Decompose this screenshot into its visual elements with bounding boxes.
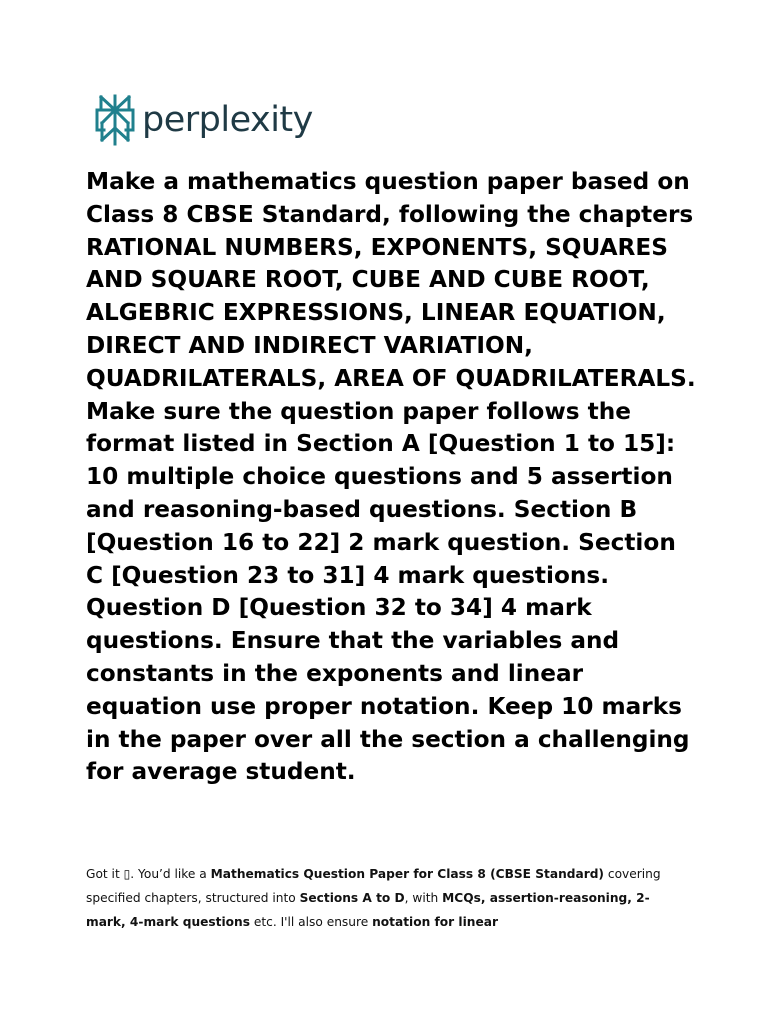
assistant-answer (86, 862, 676, 934)
answer-text-segment: covering specified chapters, structured into (86, 867, 661, 905)
answer-text-segment: , with (404, 891, 443, 905)
answer-bold-segment: Mathematics Question Paper for Class 8 (CBSE Standard) (210, 867, 605, 881)
answer-text-segment: Got it ▯. You’d like a (86, 867, 211, 881)
user-question: Make a mathematics question paper based on Class 8 CBSE Standard, following the chapters RATIONAL NUMBERS, EXPONENTS, SQUARES AND SQUARE ROOT, CUBE AND CUBE ROOT, ALGEBRIC EXPRESSIONS, LINEAR EQUATION, DIRECT AND INDIRECT VARIATION, QUADRILATERALS, AREA OF QUADRILATERALS. Make sure the question paper follows the format listed in Section A [Question 1 to 15]: 10 multiple choice questions and 5 assertion and reasoning-based questions. Section B [Question 16 to 22] 2 mark question. Section C [Question 23 to 31] 4 mark questions. Question D [Question 32 to 34] 4 mark questions. Ensure that the variables and constants in the exponents and linear equation use proper notation. Keep 10 marks in the paper over all the section a challenging for average student. (86, 168, 696, 786)
perplexity-logo (94, 94, 313, 146)
perplexity-logo-icon (94, 94, 136, 146)
answer-text-segment: etc. I'll also ensure (249, 915, 373, 929)
answer-bold-segment: Sections A to D (299, 891, 405, 905)
answer-bold-segment: MCQs, assertion-reasoning, 2-mark, 4-mark questions (86, 891, 650, 929)
logo-wordmark: perplexity (142, 99, 313, 140)
answer-bold-segment: notation for linear (372, 915, 498, 929)
